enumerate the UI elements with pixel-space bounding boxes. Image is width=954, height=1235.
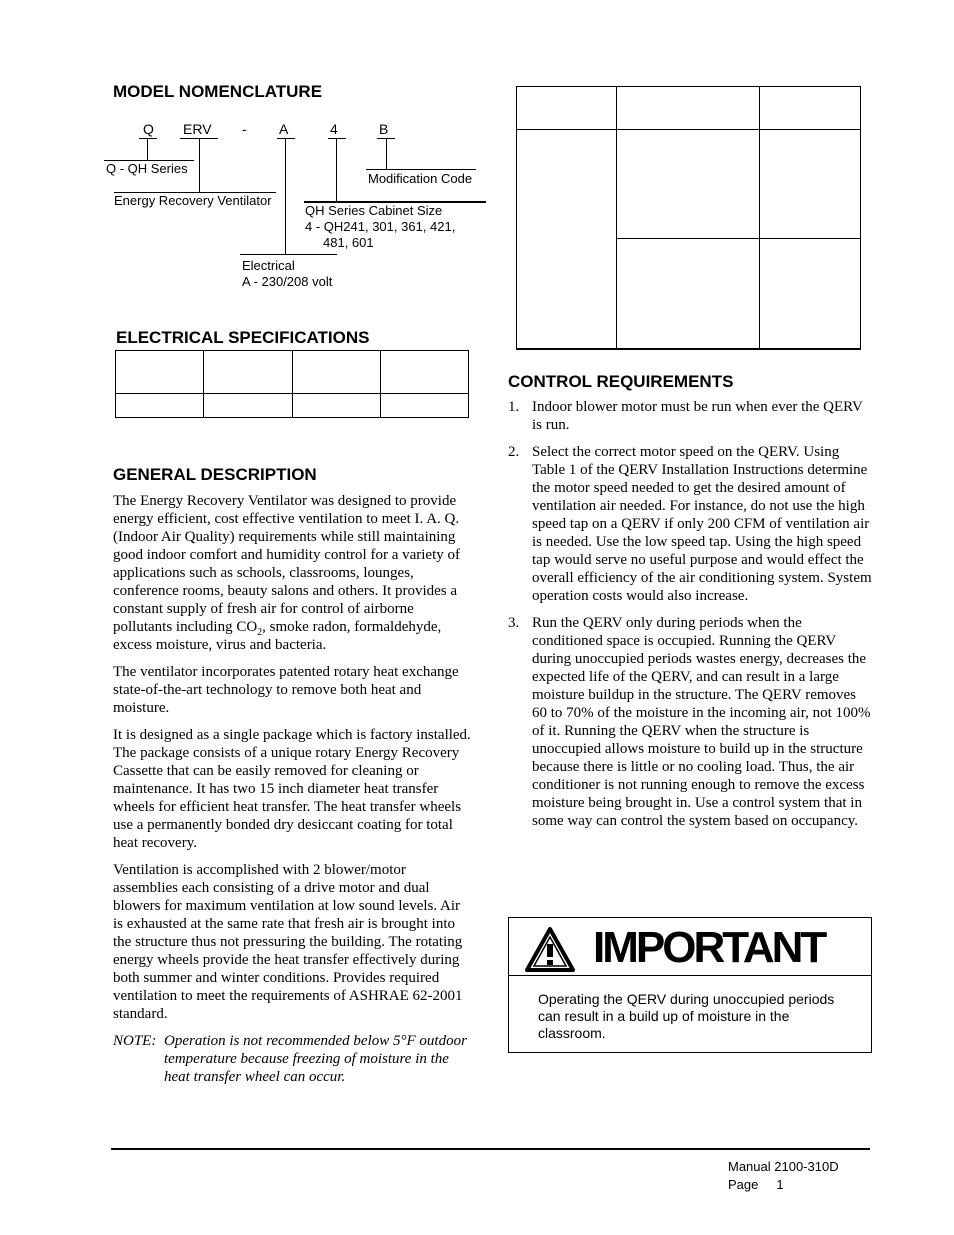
connector-4 [336, 138, 337, 202]
label-cabinet-size: QH Series Cabinet Size [305, 203, 443, 218]
nomenclature-letter-4: 4 [330, 121, 338, 137]
note [113, 1032, 471, 1086]
label-electrical-value: A - 230/208 volt [242, 274, 333, 289]
control-requirements-list [508, 398, 874, 839]
nomenclature-letter-q: Q [143, 121, 154, 137]
blank-table-row-divider-2 [616, 238, 860, 239]
blank-table-col-divider-2 [759, 86, 760, 348]
nomenclature-letter-b: B [379, 121, 389, 137]
table-cell [204, 394, 292, 418]
table-cell [116, 351, 204, 394]
connector-b [386, 138, 387, 170]
blank-table-row-divider-1 [516, 129, 860, 130]
note-label: NOTE: [113, 1033, 157, 1049]
nomenclature-letter-a: A [279, 121, 289, 137]
list-item: 2. Select the correct motor speed on the QERV. Using Table 1 of the QERV Installation Instructions determine the motor speed needed to get the desired amount of ventilation air needed. For instance, do not use the high speed tap on a QERV if only 200 CFM of ventilation air is needed. Use the low speed tap. Using the high speed tap would serve no useful purpose and would effect the overall efficiency of the air conditioning system. System operation costs would also increase. [508, 444, 872, 604]
general-description-paragraph-3: It is designed as a single package which is factory installed. The package consists of a unique rotary Energy Recovery Cassette that can be easily removed for cleaning or maintenance. It has two 15 inch diameter heat transfer wheels for efficient heat transfer. The heat transfer wheels use a permanently bonded dry desiccant coating for total heat recovery. [113, 727, 471, 851]
table-cell [380, 351, 468, 394]
table-cell [380, 394, 468, 418]
leader-b [366, 169, 476, 170]
model-nomenclature-title: MODEL NOMENCLATURE [113, 82, 323, 101]
underline-4 [328, 138, 346, 139]
nomenclature-letter-erv: ERV [183, 121, 212, 137]
important-header [509, 918, 871, 976]
footer-manual-number: Manual 2100-310D [728, 1159, 839, 1174]
electrical-specs-table [115, 350, 469, 418]
blank-table-col-divider-1 [616, 86, 617, 348]
nomenclature-dash: - [242, 121, 247, 137]
footer-page-number: Page 1 [728, 1177, 784, 1192]
important-callout [508, 917, 872, 1053]
blank-table-frame [516, 86, 861, 350]
important-text: Operating the QERV during unoccupied periods can result in a build up of moisture in the classroom. [538, 991, 835, 1041]
table-cell [116, 394, 204, 418]
table-cell [204, 351, 292, 394]
connector-erv [199, 138, 200, 192]
label-q-series: Q - QH Series [106, 161, 188, 176]
general-description-paragraph-2: The ventilator incorporates patented rotary heat exchange state-of-the-art technology to remove both heat and moisture. [113, 664, 459, 716]
electrical-specifications-title: ELECTRICAL SPECIFICATIONS [116, 328, 370, 347]
list-item: 3. Run the QERV only during periods when the conditioned space is occupied. Running the QERV during unoccupied periods wastes energy, decreases the expected life of the QERV, and can result in a large moisture buildup in the structure. The QERV removes 60 to 70% of the moisture in the incoming air, not 100% of it. Running the QERV when the structure is unoccupied allows moisture to build up in the structure because there is little or no cooling load. Thus, the air conditioner is not running enough to remove the excess moisture being brought in. Use a control system that in some way can control the system based on occupancy. [508, 615, 871, 829]
table-cell [292, 351, 380, 394]
note-text: Operation is not recommended below 5°F outdoor temperature because freezing of moisture in the heat transfer wheel can occur. [164, 1033, 467, 1085]
control-requirements-title: CONTROL REQUIREMENTS [508, 372, 734, 391]
leader-a [240, 254, 337, 255]
warning-triangle-icon [525, 927, 575, 972]
connector-q [147, 138, 148, 160]
general-description-title: GENERAL DESCRIPTION [113, 465, 317, 484]
underline-q [139, 138, 157, 139]
underline-a [277, 138, 295, 139]
footer-rule [111, 1148, 870, 1150]
general-description-paragraph-4: Ventilation is accomplished with 2 blower/motor assemblies each consisting of a drive motor and dual blowers for maximum ventilation at low sound levels. Air is exhausted at the same rate that fresh air is brought into the structure thus not pressuring the building. The rotating energy wheels provide the heat transfer effectively during both summer and winter conditions. Provides required ventilation to meet the requirements of ASHRAE 62-2001 standard. [113, 862, 463, 1022]
list-item: 1. Indoor blower motor must be run when ever the QERV is run. [508, 399, 863, 433]
label-electrical: Electrical [242, 258, 295, 273]
important-title: IMPORTANT [593, 923, 825, 972]
table-cell [292, 394, 380, 418]
general-description-body [113, 492, 471, 1086]
label-cabinet-line1: 4 - QH241, 301, 361, 421, [305, 219, 456, 234]
connector-a [285, 138, 286, 254]
general-description-paragraph-1: The Energy Recovery Ventilator was designed to provide energy efficient, cost effective ventilation to meet I. A. Q. (Indoor Air Quality) requirements while still maintaining good indoor comfort and humidity control for a variety of applications such as schools, classrooms, lounges, conference rooms, beauty salons and others. It provides a constant supply of fresh air for control of airborne pollutants including $CO_2$, smoke radon, formaldehyde, excess moisture, virus and bacteria. [113, 493, 460, 653]
label-erv: Energy Recovery Ventilator [114, 193, 272, 208]
label-cabinet-line2: 481, 601 [323, 235, 374, 250]
label-modification-code: Modification Code [368, 171, 473, 186]
